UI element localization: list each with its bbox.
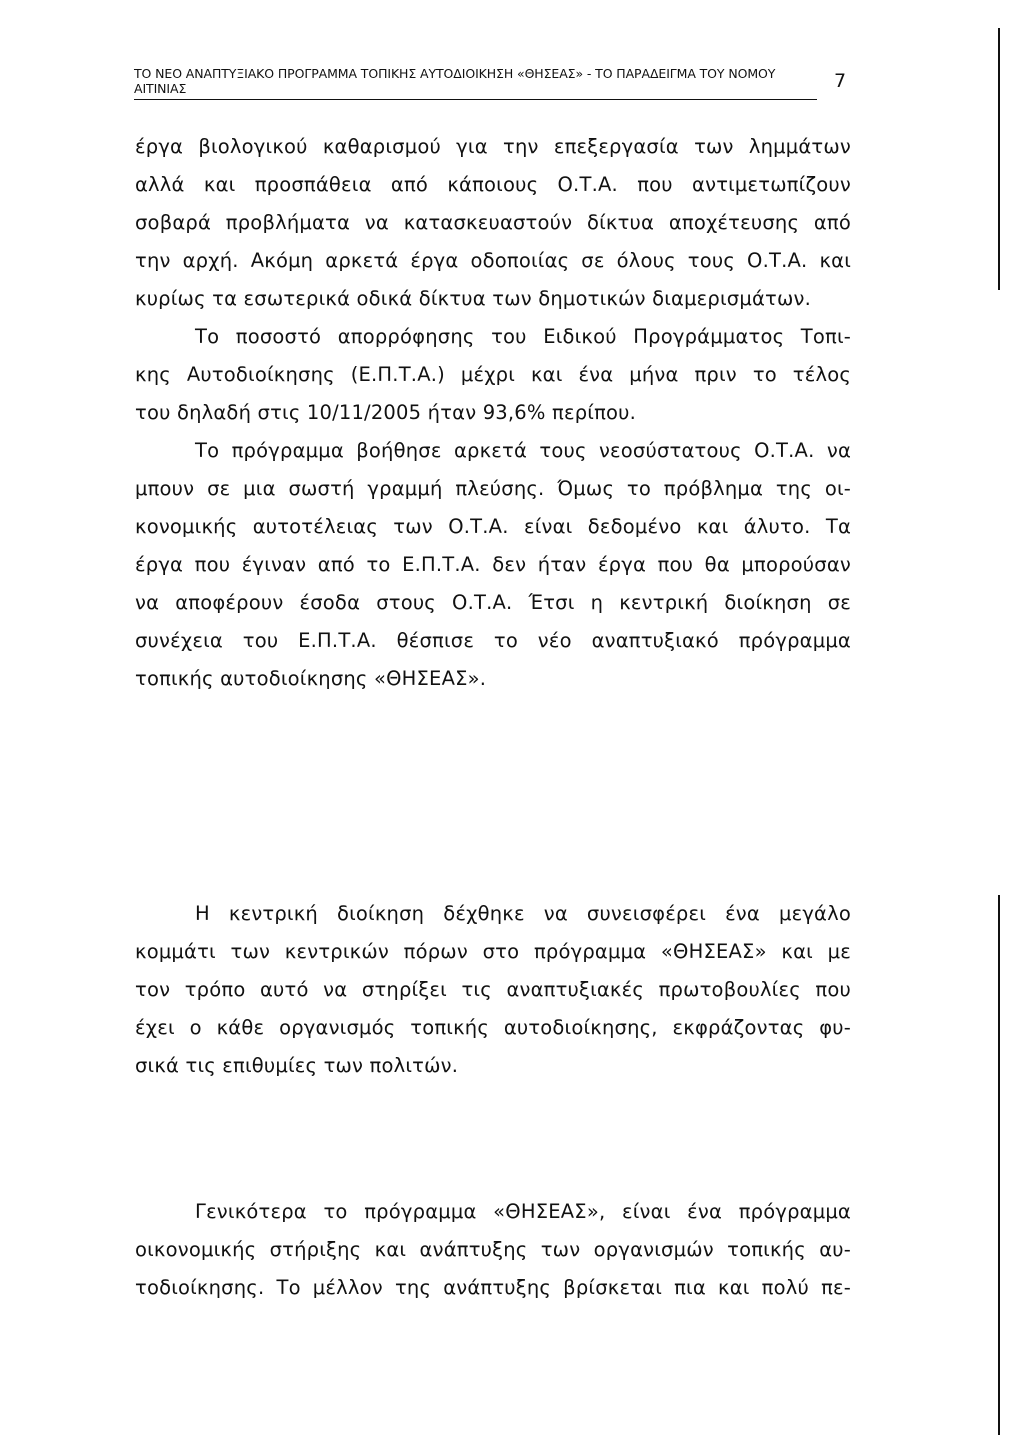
paragraph-line: κης Αυτοδιοίκησης (Ε.Π.Τ.Α.) μέχρι και ένα μήνα πριν το τέλος: [135, 363, 851, 386]
header-rule: [134, 99, 817, 100]
running-header: [134, 66, 814, 96]
paragraph-line: να αποφέρουν έσοδα στους Ο.Τ.Α. Έτσι η κεντρική διοίκηση σε: [135, 591, 851, 614]
running-title: ΤΟ ΝΕΟ ΑΝΑΠΤΥΞΙΑΚΟ ΠΡΟΓΡΑΜΜΑ ΤΟΠΙΚΗΣ ΑΥΤΟΔΙΟΙΚΗΣΗ «ΘΗΣΕΑΣ» - ΤΟ ΠΑΡΑΔΕΙΓΜΑ ΤΟΥ ΝΟΜΟΥ: [134, 66, 776, 81]
paragraph-line: κομμάτι των κεντρικών πόρων στο πρόγραμμα «ΘΗΣΕΑΣ» και με: [135, 940, 851, 963]
paragraph-line: τον τρόπο αυτό να στηρίξει τις αναπτυξιακές πρωτοβουλίες που: [135, 978, 851, 1001]
paragraph-line: Το ποσοστό απορρόφησης του Ειδικού Προγράμματος Τοπι-: [195, 325, 851, 348]
paragraph-line: έχει ο κάθε οργανισμός τοπικής αυτοδιοίκησης, εκφράζοντας φυ-: [135, 1016, 851, 1039]
paragraph-line: σικά τις επιθυμίες των πολιτών.: [135, 1054, 459, 1077]
running-title-continued: ΑΙΤΙΝΙΑΣ: [134, 81, 187, 96]
paragraph-line: την αρχή. Ακόμη αρκετά έργα οδοποιίας σε όλους τους Ο.Τ.Α. και: [135, 249, 851, 272]
body-paragraph-4: [135, 895, 851, 1085]
paragraph-line: οικονομικής στήριξης και ανάπτυξης των οργανισμών τοπικής αυ-: [135, 1238, 851, 1261]
paragraph-line: έργα βιολογικού καθαρισμού για την επεξεργασία των λημμάτων: [135, 135, 851, 158]
page-number: 7: [834, 70, 847, 92]
paragraph-line: Η κεντρική διοίκηση δέχθηκε να συνεισφέρει ένα μεγάλο: [195, 902, 851, 925]
scan-margin-line: [998, 28, 1000, 290]
paragraph-line: σοβαρά προβλήματα να κατασκευαστούν δίκτυα αποχέτευσης από: [135, 211, 851, 234]
body-paragraphs-1-3: [135, 128, 851, 698]
paragraph-line: κυρίως τα εσωτερικά οδικά δίκτυα των δημοτικών διαμερισμάτων.: [135, 287, 811, 310]
scan-margin-line: [998, 895, 1000, 1435]
paragraph-line: αλλά και προσπάθεια από κάποιους Ο.Τ.Α. που αντιμετωπίζουν: [135, 173, 851, 196]
body-paragraph-5: [135, 1193, 851, 1307]
paragraph-line: Το πρόγραμμα βοήθησε αρκετά τους νεοσύστατους Ο.Τ.Α. να: [195, 439, 851, 462]
paragraph-line: κονομικής αυτοτέλειας των Ο.Τ.Α. είναι δεδομένο και άλυτο. Τα: [135, 515, 851, 538]
paragraph-line: έργα που έγιναν από το Ε.Π.Τ.Α. δεν ήταν έργα που θα μπορούσαν: [135, 553, 851, 576]
paragraph-line: συνέχεια του Ε.Π.Τ.Α. θέσπισε το νέο αναπτυξιακό πρόγραμμα: [135, 629, 851, 652]
paragraph-line: μπουν σε μια σωστή γραμμή πλεύσης. Όμως το πρόβλημα της οι-: [135, 477, 851, 500]
paragraph-line: τοπικής αυτοδιοίκησης «ΘΗΣΕΑΣ».: [135, 667, 487, 690]
paragraph-line: Γενικότερα το πρόγραμμα «ΘΗΣΕΑΣ», είναι ένα πρόγραμμα: [195, 1200, 851, 1223]
paragraph-line: τοδιοίκησης. Το μέλλον της ανάπτυξης βρίσκεται πια και πολύ πε-: [135, 1276, 851, 1299]
paragraph-line: του δηλαδή στις 10/11/2005 ήταν 93,6% περίπου.: [135, 401, 637, 424]
